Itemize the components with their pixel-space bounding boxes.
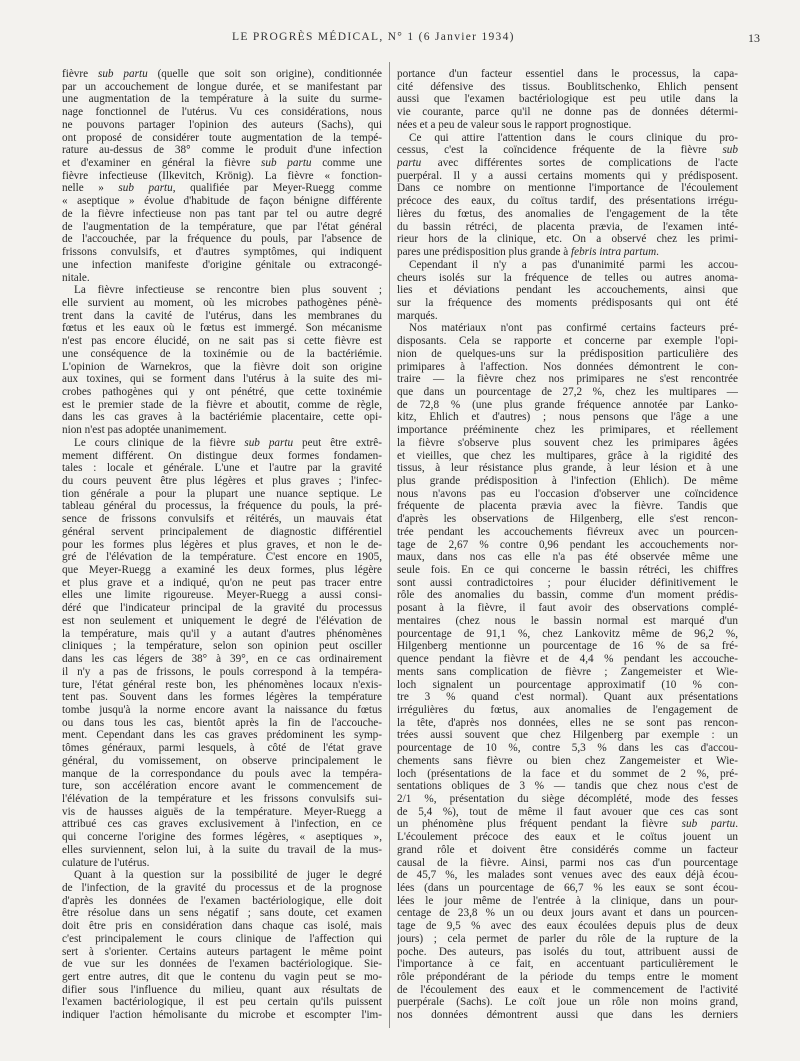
text-line: tales : locale et générale. L'une et l'autre par la gravité — [62, 462, 382, 475]
text-line: seule fois. En ce qui concerne le bassin rétréci, les chiffres — [397, 564, 738, 577]
text-line: gré de l'élévation de la température. C'est encore en 1905, — [62, 551, 382, 564]
text-line: Ce qui attire l'attention dans le cours clinique du pro- — [409, 131, 738, 144]
text-run: . — [735, 818, 738, 831]
text-line: général servent principalement de diagnostic différentiel — [62, 525, 382, 538]
text-line — [62, 68, 382, 81]
text-line: elles surviennent, selon lui, à la suite du travail de la mus- — [62, 843, 382, 856]
text-line: n'est pas encore élucidé, on ne sait pas si cette fièvre est — [62, 335, 382, 348]
text-run: cessus, c'est la coïncidence fréquente de la fièvre — [397, 144, 723, 157]
text-line: cliniques ; la température, selon son opinion peut osciller — [62, 640, 382, 653]
text-line: nous n'avons pas eu l'occasion d'observer une coïncidence — [397, 487, 738, 500]
text-line: lies et déviations pendant les accouchements, ainsi que — [397, 284, 738, 297]
text-line: il n'y a pas de frissons, le pouls correspond à la tempéra- — [62, 665, 382, 678]
text-line: que Meyer-Ruegg a examiné les deux formes, plus légère — [62, 564, 382, 577]
italic-term: sub — [722, 144, 738, 157]
text-line: jours) ; cela permet de parler du rôle de la rupture de la — [397, 932, 738, 945]
italic-term: sub partu — [261, 157, 312, 170]
italic-term: sub partu — [97, 68, 148, 80]
text-line: être résolue dans un sens négatif ; sans doute, cet examen — [62, 907, 382, 920]
text-line: déré que l'indicateur principal de la gravité du processus — [62, 602, 382, 615]
text-line: la tête, d'après nos données, elles ne se sont pas rencon- — [397, 716, 738, 729]
italic-term: sub partu — [244, 436, 294, 449]
text-line: sur la fréquence des moments prédisposants qui ont été — [397, 296, 738, 309]
italic-term: partu — [397, 157, 422, 170]
text-line: nage fonctionnel de l'utérus. Vu ces considérations, nous — [62, 106, 382, 119]
text-line: dans les cas graves à la bactériémie placentaire, cette opi- — [62, 411, 382, 424]
text-line: nos données démontrent aussi que dans les derniers — [397, 1009, 738, 1022]
text-line: loch (présentations de la face et du sommet de 2 %, pré- — [397, 767, 738, 780]
text-run: un phénomène plus fréquent pendant la fièvre — [397, 818, 682, 831]
text-line: de l'infection, de la gravité du processus et de la prognose — [62, 882, 382, 894]
page-number: 13 — [748, 31, 760, 45]
text-line: tombe jusqu'à la norme encore avant la naissance du fœtus — [62, 703, 382, 716]
text-line: lées le jour même de l'entrée à la clinique, dans un pour- — [397, 894, 738, 907]
paragraph — [397, 68, 738, 132]
text-line: l'examen bactériologique, il est peu certain qu'ils puissent — [62, 996, 382, 1009]
text-line — [62, 157, 382, 170]
text-line: L'opinion de Warnekros, que la fièvre doit son origine — [62, 360, 382, 373]
text-line: quence pendant la fièvre et de 4,4 % pendant les accouche- — [397, 653, 738, 666]
text-line: de 72,8 % (une plus grande fréquence annotée par Lanko- — [397, 398, 738, 411]
text-line: nion n'est pas adoptée unanimement. — [62, 424, 227, 437]
text-run: (quelle que soit son origine), conditionnée — [147, 68, 382, 80]
text-run: Le cours clinique de la fièvre — [74, 436, 245, 449]
text-line: nées et a peu de valeur sous le rapport prognostique. — [397, 118, 632, 131]
text-line: irrégulières du fœtus, aux anomalies de l'engagement de — [397, 703, 738, 716]
text-line: ture, l'état général reste bon, les phénomènes locaux n'exis- — [62, 678, 382, 691]
text-run: comme une — [311, 157, 382, 170]
text-line: rieur hors de la clinique, etc. On a observé chez les primi- — [397, 233, 738, 246]
text-line: tissus, à leur résistance plus grande, à leur lésion et à une — [397, 462, 738, 475]
text-line: ment. Cependant dans les cas graves prédominent les symp- — [62, 729, 382, 742]
text-line: tion générale a pour la plupart une nuance septique. Le — [62, 487, 382, 500]
text-line: sont aussi contradictoires ; pour élucider définitivement le — [397, 576, 738, 589]
text-line: la température, mais qu'il y a autant d'autres phénomènes — [62, 627, 382, 640]
text-line: L'écoulement précoce des eaux et le coïtus jouent un — [397, 831, 738, 844]
text-line: est le premier stade de la fièvre et aboutit, comme de règle, — [62, 398, 382, 411]
paragraph — [397, 322, 738, 1022]
text-line: sert à s'orienter. Certains auteurs partagent le même point — [62, 945, 382, 958]
text-line: rôle prépondérant de la période du temps entre le moment — [397, 971, 738, 984]
text-run: pares une prédisposition plus grande à — [397, 246, 571, 259]
text-line: grand rôle et doivent être considérés comme un facteur — [397, 843, 738, 856]
text-line: mement différent. On distingue deux formes fondamen- — [62, 449, 382, 462]
text-line: et vieilles, que chez les multipares, grâce à la rigidité des — [397, 449, 738, 462]
text-line: pourcentage de 91,1 %, chez Lankovitz même de 96,2 %, — [397, 627, 738, 640]
text-line — [397, 157, 738, 170]
text-line: de 45,7 %, les malades sont venues avec des eaux déjà écou- — [397, 869, 738, 882]
text-line — [62, 182, 382, 195]
text-line: du bassin rétréci, de placenta prævia, de l'examen inté- — [397, 220, 738, 233]
text-line: est non seulement et uniquement le degré de l'élévation de — [62, 614, 382, 627]
text-line: tage de 9,5 % avec des eaux écoulées depuis plus de deux — [397, 920, 738, 933]
italic-term: febris intra partum — [571, 246, 657, 259]
text-line: tage de 2,67 % contre 0,96 pendant les accouchements nor- — [397, 538, 738, 551]
text-line: d'après les observations de Hilgenberg, elle s'est rencon- — [397, 513, 738, 526]
text-line: traire — la fièvre chez nos primipares ne s'est rencontrée — [397, 373, 738, 386]
text-line: sentations obliques de 3 % — tandis que chez nous c'est de — [397, 780, 738, 793]
text-line — [397, 144, 738, 157]
italic-term: sub partu — [118, 182, 173, 195]
text-line: marqués. — [397, 309, 438, 322]
text-line: pourcentage de 10 %, contre 5,3 % dans les cas d'accou- — [397, 742, 738, 755]
text-line: ont proposé de considérer toute augmentation de la tempé- — [62, 131, 382, 144]
text-line: ne pouvons partager l'opinion des auteurs (Sachs), qui — [62, 118, 382, 131]
text-line: l'importance à ce fait, en accentuant particulièrement le — [397, 958, 738, 971]
column-divider — [389, 62, 390, 1028]
text-line: une infection manifeste d'origine génitale ou extracongé- — [62, 258, 382, 271]
text-line: ou dans tous les cas, bientôt après la fin de l'accouche- — [62, 716, 382, 729]
paragraph — [62, 437, 382, 869]
text-line: puerpéral. Il y a aussi certains moments qui y prédisposent. — [397, 169, 738, 182]
text-line: culature de l'utérus. — [62, 856, 150, 869]
text-line: loch signalent un pourcentage approximatif (10 % con- — [397, 678, 738, 691]
text-line: de la fièvre infectieuse non pas tant par tel ou autre degré — [62, 207, 382, 220]
paragraph — [62, 284, 382, 437]
text-run: . — [656, 246, 659, 259]
text-line: indiquer l'action hémolisante du microbe et escompter l'im- — [62, 1009, 382, 1022]
text-line: Hilgenberg mentionne un pourcentage de 16 % de sa fré- — [397, 640, 738, 653]
text-line: primipares à l'affection. Nos données démontrent le con- — [397, 360, 738, 373]
text-run: , qualifiée par Meyer-Ruegg comme — [172, 182, 382, 195]
text-line: rôle des anomalies du bassin, comme d'un moment prédis- — [397, 589, 738, 602]
text-line: sence de frissons convulsifs et réitérés, un mauvais état — [62, 513, 382, 526]
text-line: Quant à la question sur la possibilité de juger le degré — [74, 869, 382, 882]
text-line: tent pas. Souvent dans les formes légères la température — [62, 691, 382, 704]
text-line: ture, son accélération encore avant le commencement de — [62, 780, 382, 793]
text-line: trées aussi souvent que chez Hilgenberg par exemple : un — [397, 729, 738, 742]
text-line: tableau général du processus, la fréquence du pouls, la pré- — [62, 500, 382, 513]
text-line: chements sans fièvre ou bien chez Zangemeister et Wie- — [397, 754, 738, 767]
text-line: disposants. Cela se rapporte et concerne par exemple l'opi- — [397, 335, 738, 348]
text-line: plus grande prédisposition à l'infection (Ehlich). De même — [397, 475, 738, 487]
text-line: fièvre infectieuse (Ilkevitch, Krönig). La fièvre « fonction- — [62, 169, 382, 182]
text-run: nelle » — [62, 182, 119, 195]
paragraph — [62, 68, 382, 284]
text-line: nitale. — [62, 271, 90, 284]
text-line: ments sans complication de fièvre ; Zangemeister et Wie- — [397, 665, 738, 678]
text-line — [397, 818, 738, 831]
text-line: d'après les données de l'examen bactériologique, elle doit — [62, 894, 382, 907]
text-line: mentaires (chez nous le bassin normal est marqué d'un — [397, 614, 738, 627]
text-line: du cours peuvent être plus légères et plus graves ; l'infec- — [62, 475, 382, 487]
text-line: tre 3 % quand c'est normal). Quant aux présentations — [397, 691, 738, 704]
text-line: poche. Des auteurs, pas isolés du tout, attribuent aussi de — [397, 945, 738, 958]
text-line: lières du fœtus, des anomalies de l'engagement de la tête — [397, 207, 738, 220]
text-line — [397, 246, 738, 259]
text-line: difier sous l'influence du milieu, quant aux résultats de — [62, 983, 382, 996]
text-line: et plus grave et a indiqué, qu'on ne peut pas tracer entre — [62, 576, 382, 589]
text-line: qui concerne l'origine des formes légères, « aseptiques », — [62, 831, 382, 844]
text-line: cité défensive des tissus. Boublitschenko, Ehlich pensent — [397, 80, 738, 93]
text-run: avec différentes sortes de complications de l'acte — [421, 157, 738, 170]
text-line — [62, 437, 382, 450]
text-line: nion de quelques-uns sur la prédisposition particulière des — [397, 347, 738, 360]
running-header — [0, 31, 800, 49]
text-line: général, du vomissement, on observe principalement le — [62, 754, 382, 767]
text-line: frissons convulsifs, et d'autres symptômes, qui indiquent — [62, 246, 382, 259]
text-line: centage de 23,8 % un ou deux jours avant et dans un pourcen- — [397, 907, 738, 920]
text-line: tômes généraux, parmi lesquels, à côté de l'état grave — [62, 742, 382, 755]
text-line: elles une limite rigoureuse. Meyer-Ruegg a aussi consi- — [62, 589, 382, 602]
text-line: maux, dans nos cas elle n'a pas été observée même une — [397, 551, 738, 564]
text-line: gert entre autres, dit que le contenu du vagin peut se mo- — [62, 971, 382, 984]
right-column — [397, 68, 738, 1022]
left-column — [62, 68, 382, 1022]
text-line: vis de hausses aiguës de la température. Meyer-Ruegg a — [62, 805, 382, 818]
text-line: portance d'un facteur essentiel dans le processus, la capa- — [397, 68, 738, 80]
text-run: fièvre — [62, 68, 98, 80]
text-line: par un accouchement de longue durée, et se manifestant par — [62, 80, 382, 93]
text-run: et d'examiner en général la fièvre — [62, 157, 262, 170]
text-line: causal de la fièvre. Ainsi, parmi nos cas d'un pourcentage — [397, 856, 738, 869]
text-line: kitz, Ehlich et d'autres) ; nous pensons que l'âge a une — [397, 411, 738, 424]
text-line: aussi que l'examen bactériologique est peu utile dans la — [397, 93, 738, 106]
journal-title: LE PROGRÈS MÉDICAL, N° 1 (6 Janvier 1934) — [232, 31, 515, 43]
text-line: lées (dans un pourcentage de 66,7 % les eaux se sont écou- — [397, 882, 738, 894]
text-line: une conséquence de la toxinémie ou de la bactériémie. — [62, 347, 382, 360]
text-line: crobes pathogènes qui y ont pénétré, que cette toxinémie — [62, 385, 382, 398]
text-line: manque de la correspondance du pouls avec la tempéra- — [62, 767, 382, 780]
text-line: de l'écoulement des eaux et le commencement de l'activité — [397, 983, 738, 996]
text-line: La fièvre infectieuse se rencontre bien plus souvent ; — [74, 284, 382, 297]
text-run: peut être extrê- — [293, 436, 382, 449]
text-line: c'est principalement le cours clinique de l'affection qui — [62, 932, 382, 945]
text-line: de 5,4 %), tout de même il faut avouer que ces cas sont — [397, 805, 738, 818]
text-line: Dans ce nombre on mentionne l'importance de l'écoulement — [397, 182, 738, 195]
paragraph — [397, 259, 738, 323]
text-line: de vue sur les données de l'examen bactériologique. Sie- — [62, 958, 382, 971]
text-line: de l'augmentation de la température, que par l'état général — [62, 220, 382, 233]
text-line: rature au-dessus de 38° comme le produit d'une infection — [62, 144, 382, 157]
text-line: fœtus et les eaux où le fœtus est immergé. Son mécanisme — [62, 322, 382, 335]
text-line: 2/1 %, présentation du siège décomplété, mode des fesses — [397, 792, 738, 805]
text-line: dans les cas légers de 38° à 39°, en ce cas ordinairement — [62, 653, 382, 666]
text-line: importance prééminente chez les primipares, et réellement — [397, 424, 738, 437]
text-line: vie courante, parce qu'il ne donne pas de données détermi- — [397, 106, 738, 119]
text-line: attribué ces cas graves exclusivement à l'infection, en ce — [62, 818, 382, 831]
text-line: puerpérale (Sachs). Le coït joue un rôle non moins grand, — [397, 996, 738, 1009]
text-line: de l'accouchée, par la fréquence du pouls, par l'absence de — [62, 233, 382, 246]
text-line: pour les formes plus légères et plus graves, et non le de- — [62, 538, 382, 551]
text-line: précoce des eaux, du coïtus tardif, des présentations irrégu- — [397, 195, 738, 208]
text-line: que dans un pourcentage de 27,2 %, chez les multipares — — [397, 385, 738, 398]
text-line: une augmentation de la température à la suite du surme- — [62, 93, 382, 106]
text-line: la fièvre s'observe plus souvent chez les primipares âgées — [397, 436, 738, 449]
text-line: l'élévation de la température et les frissons convulsifs sui- — [62, 792, 382, 805]
text-line: aux toxines, qui se forment dans l'utérus à la suite des mi- — [62, 373, 382, 386]
text-line: Nos matériaux n'ont pas confirmé certains facteurs pré- — [409, 322, 738, 335]
text-line: doit être pris en considération dans chaque cas isolé, mais — [62, 920, 382, 933]
italic-term: sub partu — [681, 818, 736, 831]
text-line: Cependant il n'y a pas d'unanimité parmi les accou- — [409, 258, 738, 271]
text-line: fréquente de placenta prævia avec la fièvre. Tandis que — [397, 500, 738, 513]
text-line: elle survient au moment, où les microbes pathogènes pénè- — [62, 296, 382, 309]
paragraph — [397, 132, 738, 259]
text-line: posant à la fièvre, il faut avoir des observations complé- — [397, 602, 738, 615]
text-line: trée pendant les accouchements fiévreux avec un pourcen- — [397, 525, 738, 538]
text-line: trent dans la cavité de l'utérus, dans les membranes du — [62, 309, 382, 322]
text-line: cheurs isolés sur la fréquence de telles ou autres anoma- — [397, 271, 738, 284]
text-line: « aseptique » évolue d'habitude de façon bénigne différente — [62, 195, 382, 208]
paragraph — [62, 869, 382, 1022]
